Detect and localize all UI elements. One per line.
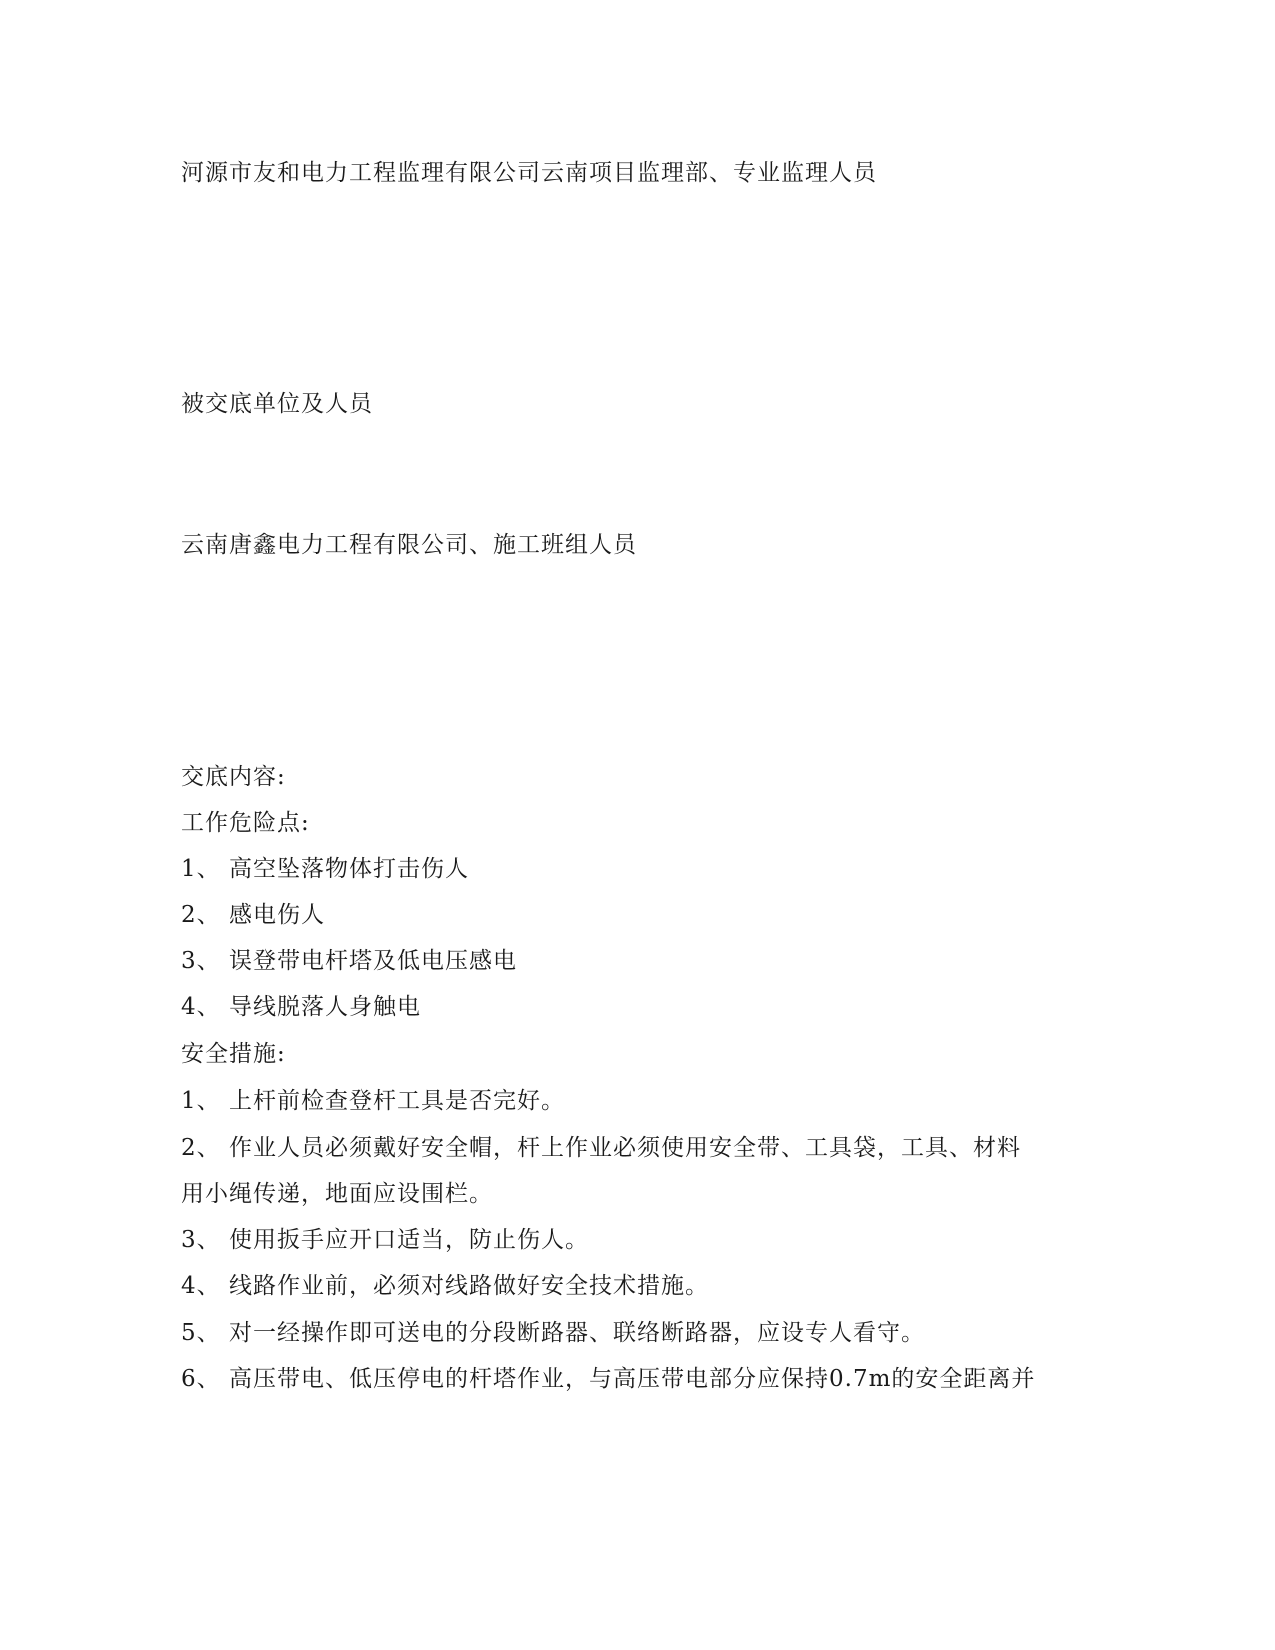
measure-continuation: 用小绳传递，地面应设围栏。 — [181, 1181, 493, 1207]
measure-item — [181, 1318, 925, 1348]
measure-text: 线路作业前，必须对线路做好安全技术措施。 — [229, 1273, 709, 1299]
measure-item — [181, 1225, 589, 1255]
measure-number: 5、 — [181, 1320, 221, 1346]
measure-text: 上杆前检查登杆工具是否完好。 — [229, 1088, 565, 1114]
hazard-item — [181, 900, 325, 930]
hazard-number: 2、 — [181, 902, 221, 928]
hazard-text: 误登带电杆塔及低电压感电 — [229, 948, 517, 974]
measure-number: 1、 — [181, 1088, 221, 1114]
measure-number: 6、 — [181, 1366, 221, 1392]
measure-number: 4、 — [181, 1273, 221, 1299]
recipient-heading: 被交底单位及人员 — [181, 391, 373, 417]
hazard-number: 3、 — [181, 948, 221, 974]
measure-text: 使用扳手应开口适当，防止伤人。 — [229, 1227, 589, 1253]
measure-item — [181, 1086, 565, 1116]
hazard-number: 1、 — [181, 856, 221, 882]
content-heading: 交底内容: — [181, 764, 286, 790]
hazards-heading: 工作危险点: — [181, 810, 310, 836]
measure-text: 对一经操作即可送电的分段断路器、联络断路器，应设专人看守。 — [229, 1320, 925, 1346]
measure-item — [181, 1133, 1021, 1163]
hazard-item — [181, 854, 469, 884]
measure-text: 高压带电、低压停电的杆塔作业，与高压带电部分应保持0.7m的安全距离并 — [229, 1366, 1036, 1392]
hazard-item — [181, 946, 517, 976]
hazard-text: 感电伤人 — [229, 902, 325, 928]
measure-number: 3、 — [181, 1227, 221, 1253]
measures-heading: 安全措施: — [181, 1041, 286, 1067]
hazard-item — [181, 992, 421, 1022]
measure-number: 2、 — [181, 1135, 221, 1161]
measure-item — [181, 1364, 1035, 1394]
supervisor-unit: 河源市友和电力工程监理有限公司云南项目监理部、专业监理人员 — [181, 160, 877, 186]
hazard-number: 4、 — [181, 994, 221, 1020]
measure-item — [181, 1271, 709, 1301]
hazard-text: 高空坠落物体打击伤人 — [229, 856, 469, 882]
measure-text: 作业人员必须戴好安全帽，杆上作业必须使用安全带、工具袋，工具、材料 — [229, 1135, 1021, 1161]
hazard-text: 导线脱落人身触电 — [229, 994, 421, 1020]
recipient-unit: 云南唐鑫电力工程有限公司、施工班组人员 — [181, 532, 637, 558]
